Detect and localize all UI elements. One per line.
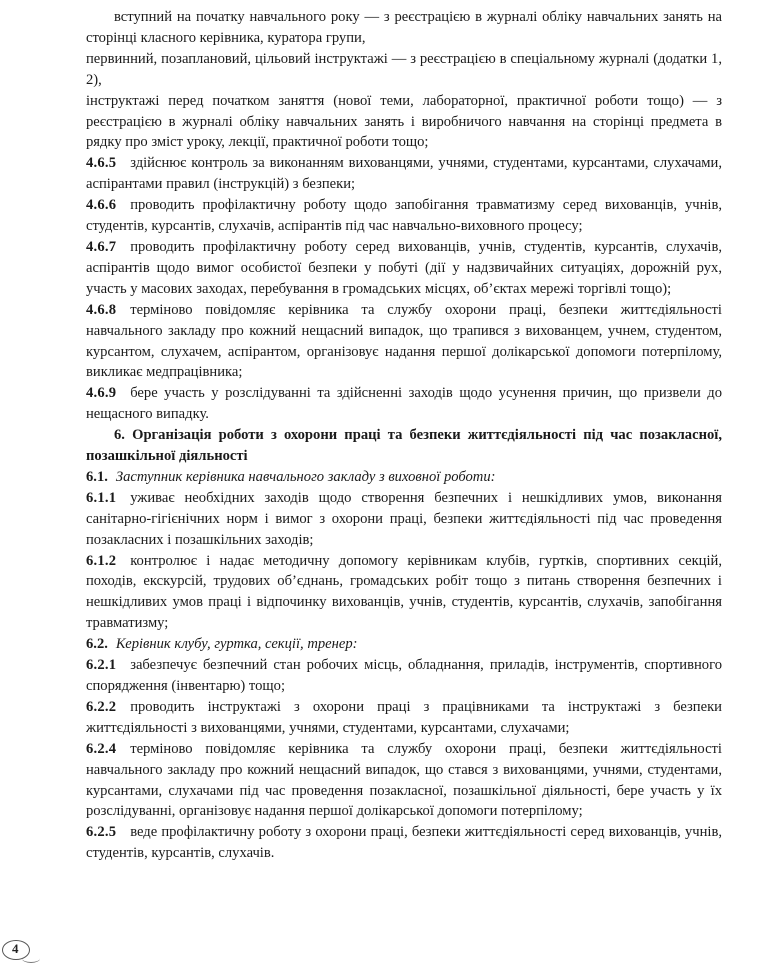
- subsection-number: 6.1.: [86, 468, 108, 485]
- paragraph-text: вступний на початку навчального року — з реєстрацією в журналі обліку навчальних занять на сторінці класного керівника, куратора групи,: [86, 9, 722, 46]
- clause-text: терміново повідомляє керівника та службу охорони праці, безпеки життєдіяльності навчального закладу про кожний нещасний випадок, що трапився з вихованцем, учнем, студентом, курсантом, слухачем, аспірантом, організовує надання першої долікарської допомоги потерпілому, викликає медпрацівника;: [86, 301, 722, 381]
- clause-text: терміново повідомляє керівника та службу охорони праці, безпеки життєдіяльності навчального закладу про кожний нещасний випадок, що стався з вихованцями, учнями, студентами, курсантами, слухачами під час проведення позакласної, позашкільної діяльності, бере участь у їх розслідуванні, організовує надання першої долікарської допомоги потерпілому;: [86, 740, 722, 820]
- paragraph: [86, 49, 722, 91]
- clause-6-1-2: [86, 551, 722, 635]
- clause-text: проводить профілактичну роботу серед вихованців, учнів, студентів, курсантів, слухачів, аспірантів щодо вимог особистої безпеки у побуті (дії у надзвичайних ситуаціях, дорожній рух, участь у масових заходах, перебування в громадських місцях, об’єктах мережі торгівлі тощо);: [86, 238, 722, 297]
- clause-number: 4.6.9: [86, 385, 117, 402]
- clause-6-2-5: [86, 822, 722, 864]
- clause-text: веде профілактичну роботу з охорони праці, безпеки життєдіяльності серед вихованців, учнів, студентів, курсантів, слухачів.: [86, 824, 722, 862]
- clause-4-6-7: [86, 237, 722, 300]
- clause-6-1-1: [86, 488, 722, 551]
- paragraph: [86, 7, 722, 49]
- clause-text: проводить інструктажі з охорони праці з працівниками та інструктажі з безпеки життєдіяльності з вихованцями, учнями, студентами, курсантами, слухачами;: [86, 698, 722, 736]
- page-number-flourish: [22, 954, 40, 963]
- section-heading: 6. Організація роботи з охорони праці та безпеки життєдіяльності під час позакласної, позашкільної діяльності: [86, 427, 722, 465]
- subsection-title: Заступник керівника навчального закладу з виховної роботи:: [115, 468, 496, 485]
- clause-text: уживає необхідних заходів щодо створення безпечних і нешкідливих умов, виконання санітарно-гігієнічних норм і вимог з охорони праці, безпеки життєдіяльності під час проведення позакласних і позашкільних заходів;: [86, 489, 722, 548]
- paragraph: [86, 91, 722, 154]
- clause-number: 6.2.4: [86, 740, 117, 757]
- clause-text: забезпечує безпечний стан робочих місць, обладнання, приладів, інструментів, спортивного спорядження (інвентарю) тощо;: [86, 657, 722, 694]
- clause-number: 4.6.8: [86, 301, 117, 318]
- clause-6-2-2: [86, 697, 722, 739]
- clause-number: 6.1.2: [86, 552, 117, 569]
- clause-text: бере участь у розслідуванні та здійсненні заходів щодо усунення причин, що призвели до нещасного випадку.: [86, 385, 722, 423]
- document-body: [86, 7, 722, 864]
- clause-number: 6.1.1: [86, 489, 117, 506]
- clause-4-6-8: [86, 300, 722, 384]
- subsection-title: Керівник клубу, гуртка, секції, тренер:: [115, 636, 358, 653]
- clause-6-2-1: [86, 655, 722, 697]
- clause-number: 6.2.1: [86, 657, 117, 674]
- clause-number: 6.2.5: [86, 824, 117, 841]
- clause-text: здійснює контроль за виконанням вихованцями, учнями, студентами, курсантами, слухачами, аспірантами правил (інструкцій) з безпеки;: [86, 155, 722, 193]
- paragraph-text: інструктажі перед початком заняття (нової теми, лабораторної, практичної роботи тощо) — з реєстрацією в журналі обліку навчальних занять і виробничого навчання на сторінці предмета в рядку про зміст уроку, лекції, практичної роботи тощо;: [86, 92, 722, 151]
- clause-4-6-6: [86, 195, 722, 237]
- clause-text: проводить профілактичну роботу щодо запобігання травматизму серед вихованців, учнів, студентів, курсантів, слухачів, аспірантів під час навчально-виховного процесу;: [86, 197, 722, 235]
- subsection-6-1: [86, 467, 722, 488]
- page-number: 4: [12, 941, 19, 956]
- clause-number: 4.6.6: [86, 197, 117, 214]
- paragraph-text: первинний, позаплановий, цільовий інструктажі — з реєстрацією в спеціальному журналі (додатки 1, 2),: [86, 50, 722, 88]
- clause-4-6-9: [86, 383, 722, 425]
- clause-number: 4.6.7: [86, 238, 117, 255]
- page-number-badge: [2, 940, 30, 960]
- clause-text: контролює і надає методичну допомогу керівникам клубів, гуртків, спортивних секцій, походів, екскурсій, трудових об’єднань, громадських робіт тощо з питань створення безпечних і нешкідливих умов праці і відпочинку вихованців, учнів, студентів, курсантів, слухачів, запобігання травматизму;: [86, 552, 722, 632]
- subsection-number: 6.2.: [86, 636, 108, 653]
- clause-number: 6.2.2: [86, 698, 117, 715]
- clause-6-2-4: [86, 739, 722, 823]
- clause-4-6-5: [86, 153, 722, 195]
- subsection-6-2: [86, 634, 722, 655]
- clause-number: 4.6.5: [86, 155, 117, 172]
